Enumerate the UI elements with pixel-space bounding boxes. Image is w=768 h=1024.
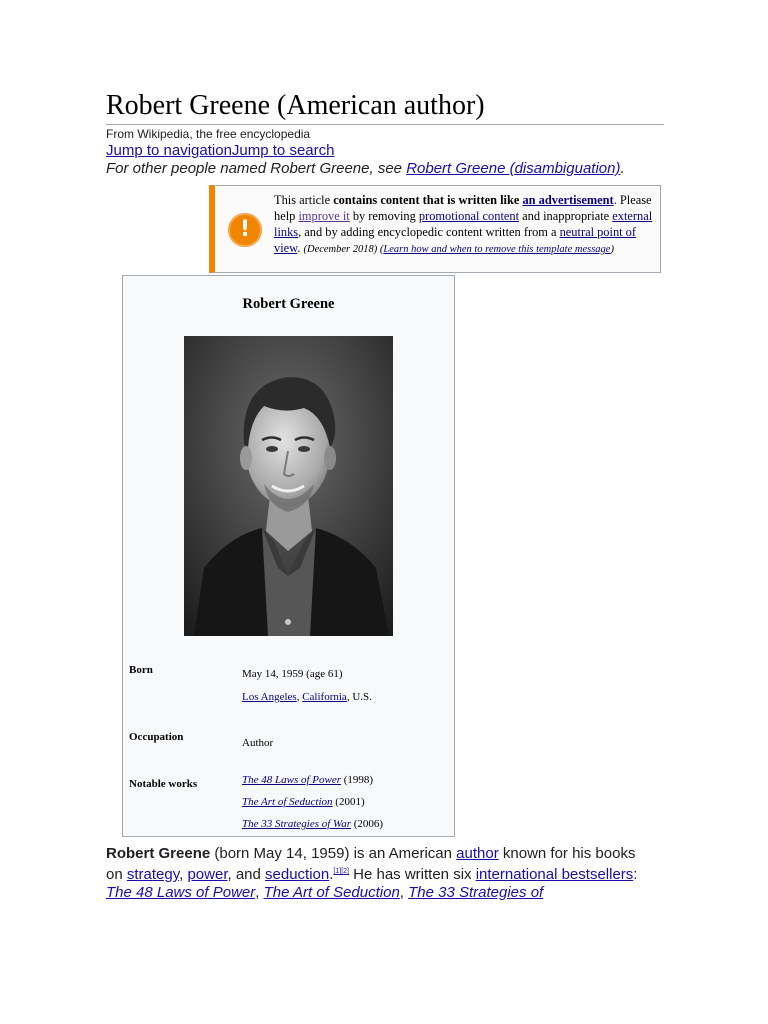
exclamation-icon: ! [228, 213, 262, 247]
paren-close: ) [610, 244, 614, 255]
born-date: May 14, 1959 (age 61) [242, 668, 343, 680]
hatnote-period: . [620, 160, 625, 177]
promotional-content-link[interactable]: promotional content [418, 209, 520, 223]
los-angeles-link[interactable]: Los Angeles [242, 691, 297, 703]
portrait-photo[interactable] [184, 336, 393, 636]
lead-text: : [633, 866, 638, 883]
warning-message [274, 192, 654, 258]
site-tagline: From Wikipedia, the free encyclopedia [106, 127, 311, 141]
advertisement-link[interactable]: an advertisement [522, 193, 614, 207]
work-48-laws-link[interactable]: The 48 Laws of Power [242, 774, 342, 786]
warning-text: This article [274, 193, 334, 207]
occupation-label: Occupation [129, 731, 184, 743]
lead-text: , [255, 884, 264, 901]
reference-link[interactable]: [1][2] [333, 868, 349, 875]
jump-links [106, 142, 334, 159]
lead-text: , and [227, 866, 266, 883]
occupation-value: Author [242, 737, 274, 749]
warning-text: . [297, 241, 304, 255]
born-place [242, 691, 372, 703]
infobox [122, 275, 455, 837]
notable-work-item [242, 774, 373, 786]
infobox-name: Robert Greene [242, 296, 335, 312]
jump-to-navigation-link[interactable]: Jump to navigation [106, 142, 232, 159]
warning-bold-text: contains content that is written like [333, 193, 523, 207]
lead-text: , [179, 866, 188, 883]
warning-text: . Please help [274, 193, 652, 223]
page-title: Robert Greene (American author) [106, 88, 664, 125]
international-bestsellers-link[interactable]: international bestsellers [475, 866, 634, 883]
hatnote-text: For other people named Robert Greene, see [106, 160, 407, 177]
warning-text: by removing [349, 209, 419, 223]
lead-paragraph [106, 845, 646, 902]
improve-it-link[interactable]: improve it [298, 209, 350, 223]
portrait-image [184, 336, 393, 636]
work-year: (2006) [351, 818, 384, 830]
book-art-of-seduction-link[interactable]: The Art of Seduction [263, 884, 400, 901]
work-year: (2001) [332, 796, 365, 808]
lead-text: He has written six [348, 866, 476, 883]
warning-text: and inappropriate [519, 209, 613, 223]
notable-works-label: Notable works [129, 778, 198, 790]
notable-work-item [242, 818, 383, 830]
born-country: , U.S. [346, 691, 372, 703]
hatnote [106, 160, 625, 177]
lead-text: (born May 14, 1959) is an American [210, 845, 457, 862]
seduction-link[interactable]: seduction [265, 866, 330, 883]
external-links-link[interactable]: external links [274, 209, 653, 239]
strategy-link[interactable]: strategy [126, 866, 180, 883]
author-link[interactable]: author [456, 845, 499, 862]
book-33-strategies-link[interactable]: The 33 Strategies of [408, 884, 544, 901]
born-label: Born [129, 664, 153, 676]
lead-text: known for his books on [106, 845, 636, 883]
book-48-laws-link[interactable]: The 48 Laws of Power [106, 884, 256, 901]
notable-work-item [242, 796, 365, 808]
disambiguation-link[interactable]: Robert Greene (disambiguation) [406, 160, 621, 177]
work-33-strategies-link[interactable]: The 33 Strategies of War [242, 818, 351, 830]
lead-text: , [399, 884, 409, 901]
subject-name: Robert Greene [106, 845, 211, 862]
california-link[interactable]: California [302, 691, 347, 703]
paren-open: ( [377, 244, 384, 255]
lead-text: . [329, 866, 334, 883]
power-link[interactable]: power [187, 866, 228, 883]
work-art-of-seduction-link[interactable]: The Art of Seduction [242, 796, 333, 808]
warning-date: (December 2018) [303, 244, 378, 255]
advert-warning-box [209, 185, 661, 273]
jump-to-search-link[interactable]: Jump to search [231, 142, 335, 159]
learn-how-link[interactable]: Learn how and when to remove this template message [383, 244, 611, 255]
work-year: (1998) [341, 774, 374, 786]
warning-text: , and by adding encyclopedic content written from a [298, 225, 560, 239]
born-place-sep: , [296, 691, 303, 703]
neutral-point-of-view-link[interactable]: neutral point of view [274, 225, 636, 255]
